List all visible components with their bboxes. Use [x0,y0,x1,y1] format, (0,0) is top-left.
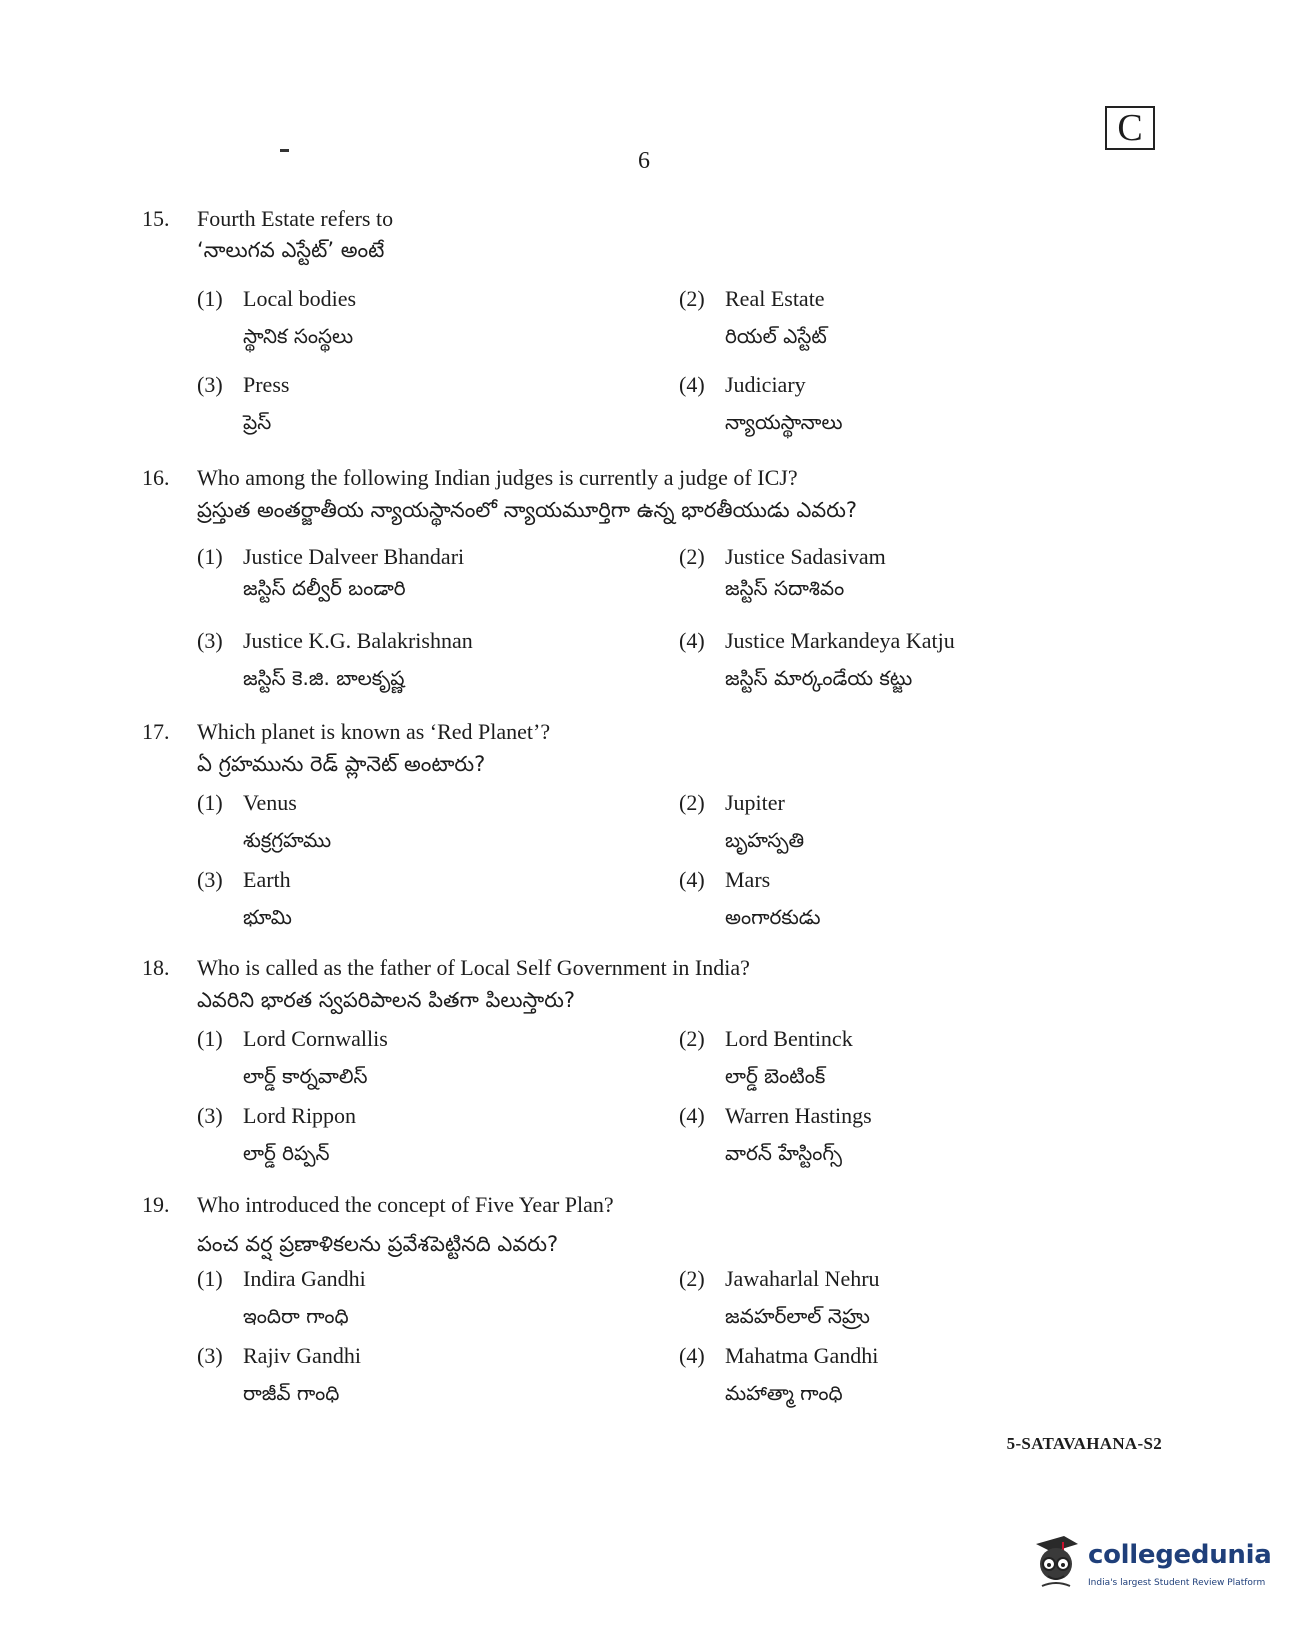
question-text-english: Which planet is known as ‘Red Planet’? [197,719,551,744]
option-text-english: Lord Cornwallis [243,1026,388,1051]
option-number: (3) [197,1343,223,1368]
question-number: 18. [142,955,170,980]
question-set-badge: C [1105,106,1155,150]
option-text-english: Lord Rippon [243,1103,357,1128]
option-number: (3) [197,1103,223,1128]
question-text-telugu: పంచ వర్ష ప్రణాళికలను ప్రవేశపెట్టినది ఎవరు? [197,1232,559,1256]
option-number: (3) [197,628,223,653]
option-text-english: Judiciary [725,372,806,397]
option-text-telugu: భూమి [243,905,292,929]
option-text-telugu: వారన్ హేస్టింగ్స్ [725,1141,843,1165]
option-number: (1) [197,544,223,569]
graduate-mascot-icon [1030,1530,1082,1592]
question-text-telugu: ‘నాలుగవ ఎస్టేట్’ అంటే [197,238,385,262]
option-text-telugu: అంగారకుడు [725,905,821,929]
option-text-english: Justice Markandeya Katju [725,628,955,653]
option-text-telugu: లార్డ్ బెంటింక్ [725,1064,826,1088]
option-text-telugu: రాజీవ్ గాంధి [243,1381,340,1405]
option-number: (1) [197,790,223,815]
option-number: (4) [679,1103,705,1128]
option-text-telugu: శుక్రగ్రహము [243,828,332,852]
question-text-english: Who introduced the concept of Five Year Plan? [197,1192,614,1217]
option-number: (1) [197,286,223,311]
option-number: (2) [679,1266,705,1291]
option-text-english: Justice Sadasivam [725,544,886,569]
option-text-english: Venus [243,790,297,815]
option-text-english: Rajiv Gandhi [243,1343,361,1368]
option-number: (4) [679,867,705,892]
question-number: 16. [142,465,170,490]
question-number: 17. [142,719,170,744]
option-number: (2) [679,544,705,569]
option-text-telugu: జవహర్‌లాల్ నెహ్రు [725,1304,870,1328]
option-number: (2) [679,286,705,311]
option-number: (1) [197,1266,223,1291]
option-number: (3) [197,372,223,397]
option-text-english: Justice Dalveer Bhandari [243,544,465,569]
option-text-telugu: రియల్ ఎస్టేట్ [725,324,827,348]
option-text-english: Press [243,372,290,397]
option-text-telugu: బృహస్పతి [725,828,805,852]
option-number: (4) [679,1343,705,1368]
question-text-telugu: ప్రస్తుత అంతర్జాతీయ న్యాయస్థానంలో న్యాయమూర్తిగా ఉన్న భారతీయుడు ఎవరు? [197,498,858,522]
option-text-telugu: మహాత్మా గాంధి [725,1381,843,1405]
question-number: 19. [142,1192,170,1217]
option-number: (1) [197,1026,223,1051]
question-text-telugu: ఎవరిని భారత స్వపరిపాలన పితగా పిలుస్తారు? [197,988,576,1012]
option-number: (4) [679,372,705,397]
question-text-english: Who is called as the father of Local Self Government in India? [197,955,750,980]
question-text-english: Fourth Estate refers to [197,206,394,231]
brand-name: collegedunia [1088,1540,1272,1570]
question-text-english: Who among the following Indian judges is currently a judge of ICJ? [197,465,798,490]
collegedunia-watermark [1030,1530,1272,1600]
option-text-telugu: ప్రెస్ [243,410,272,434]
option-text-english: Real Estate [725,286,825,311]
option-number: (4) [679,628,705,653]
option-text-english: Jawaharlal Nehru [725,1266,880,1291]
option-text-telugu: స్థానిక సంస్థలు [243,324,354,348]
brand-tagline: India's largest Student Review Platform [1088,1578,1266,1588]
option-text-telugu: ఇందిరా గాంధి [243,1304,349,1328]
option-text-english: Mahatma Gandhi [725,1343,879,1368]
option-text-telugu: జస్టిస్ సదాశివం [725,576,845,600]
page-number: 6 [638,148,650,174]
option-text-telugu: లార్డ్ కార్నవాలిస్ [243,1064,368,1088]
option-number: (2) [679,1026,705,1051]
option-number: (2) [679,790,705,815]
option-text-english: Local bodies [243,286,357,311]
question-text-telugu: ఏ గ్రహమును రెడ్ ప్లానెట్ అంటారు? [197,752,486,776]
question-number: 15. [142,206,170,231]
option-text-english: Indira Gandhi [243,1266,366,1291]
option-number: (3) [197,867,223,892]
option-text-telugu: జస్టిస్ దల్వీర్ బండారి [243,576,406,600]
option-text-telugu: లార్డ్ రిప్పన్ [243,1141,330,1165]
stray-dash-mark [280,149,289,152]
option-text-english: Mars [725,867,771,892]
option-text-english: Lord Bentinck [725,1026,853,1051]
option-text-telugu: జస్టిస్ కె.జి. బాలకృష్ణ [243,666,405,690]
booklet-code: 5-SATAVAHANA-S2 [1006,1434,1162,1453]
option-text-english: Jupiter [725,790,785,815]
option-text-telugu: న్యాయస్థానాలు [725,410,843,434]
option-text-english: Earth [243,867,291,892]
option-text-telugu: జస్టిస్ మార్కండేయ కట్జు [725,666,913,690]
option-text-english: Justice K.G. Balakrishnan [243,628,473,653]
option-text-english: Warren Hastings [725,1103,872,1128]
